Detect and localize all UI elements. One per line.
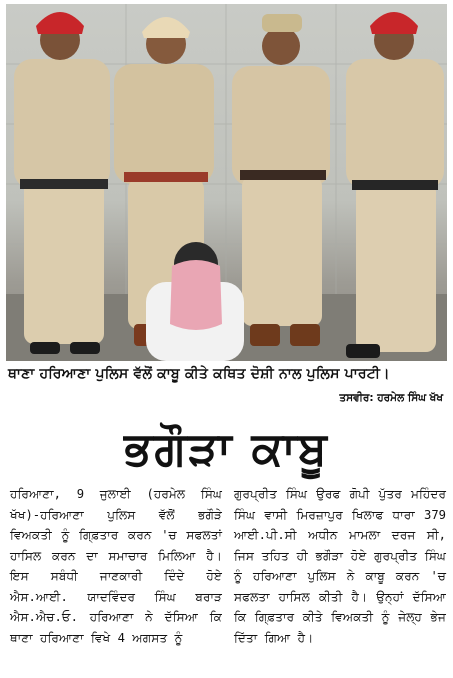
photo-illustration xyxy=(6,4,447,361)
headline: ਭਗੌੜਾ ਕਾਬੂ xyxy=(124,421,329,475)
article-paragraph-left: ਹਰਿਆਣਾ, 9 ਜੁਲਾਈ (ਹਰਮੇਲ ਸਿੰਘ ਖੱਖ)-ਹਰਿਆਣਾ ਪੁਲਿਸ ਵੱਲੋਂ ਭਗੌੜੇ ਵਿਅਕਤੀ ਨੂੰ ਗਿ੍ਫ਼ਤਾਰ ਕਰਨ 'ਚ ਸਫਲਤਾਂ ਹਾਸਿਲ ਕਰਨ ਦਾ ਸਮਾਚਾਰ ਮਿਲਿਆ ਹੈ। ਇਸ ਸਬੰਧੀ ਜਾਣਕਾਰੀ ਦਿੰਦੇ ਹੋਏ ਐਸ.ਆਈ. ਯਾਦਵਿੰਦਰ ਸਿੰਘ ਬਰਾੜ ਐਸ.ਐਚ.ਓ. ਹਰਿਆਣਾ ਨੇ ਦੱਸਿਆ ਕਿ ਥਾਣਾ ਹਰਿਆਣਾ ਵਿਖੇ 4 ਅਗਸਤ ਨੂੰ xyxy=(10,487,222,645)
photo-caption: ਥਾਣਾ ਹਰਿਆਣਾ ਪੁਲਿਸ ਵੱਲੋਂ ਕਾਬੂ ਕੀਤੇ ਕਥਿਤ ਦੋਸ਼ੀ ਨਾਲ ਪੁਲਿਸ ਪਾਰਟੀ। xyxy=(8,366,390,382)
article-column-left xyxy=(10,484,222,648)
news-photo xyxy=(6,4,447,361)
officer-4 xyxy=(346,12,444,358)
photo-credit: ਤਸਵੀਰ: ਹਰਮੇਲ ਸਿੰਘ ਖੱਖ xyxy=(339,392,443,404)
officer-1 xyxy=(14,12,110,354)
article-paragraph-right: ਗੁਰਪ੍ਰੀਤ ਸਿੰਘ ਉਰਫ ਗੋਪੀ ਪੁੱਤਰ ਮਹਿੰਦਰ ਸਿੰਘ ਵਾਸੀ ਮਿਰਜ਼ਾਪੁਰ ਖਿਲਾਫ ਧਾਰਾ 379 ਆਈ.ਪੀ.ਸੀ ਅਧੀਨ ਮਾਮਲਾ ਦਰਜ ਸੀ, ਜਿਸ ਤਹਿਤ ਹੀ ਭਗੌੜਾ ਹੋਏ ਗੁਰਪ੍ਰੀਤ ਸਿੰਘ ਨੂੰ ਹਰਿਆਣਾ ਪੁਲਿਸ ਨੇ ਕਾਬੂ ਕਰਨ 'ਚ ਸਫਲਤਾ ਹਾਸਿਲ ਕੀਤੀ ਹੈ। ਉਨ੍ਹਾਂ ਦੱਸਿਆ ਕਿ ਗਿ੍ਫ਼ਤਾਰ ਕੀਤੇ ਵਿਅਕਤੀ ਨੂੰ ਜੇਲ੍ਹ ਭੇਜ ਦਿੱਤਾ ਗਿਆ ਹੈ। xyxy=(234,487,446,645)
article-column-right xyxy=(234,484,446,648)
